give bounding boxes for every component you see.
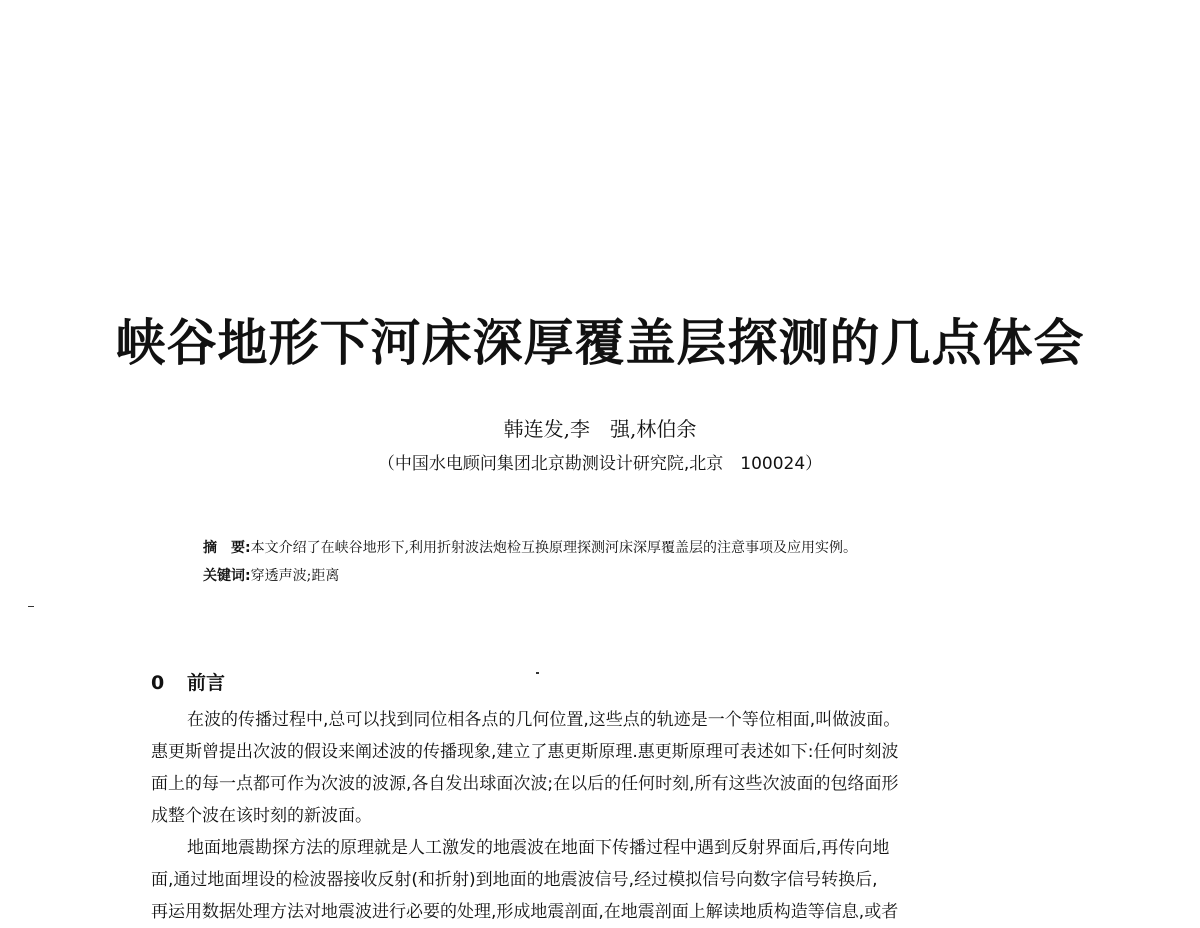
paragraph-line: 惠更斯曾提出次波的假设来阐述波的传播现象,建立了惠更斯原理.惠更斯原理可表述如下:任何时刻波 xyxy=(151,742,899,762)
section-heading-intro xyxy=(151,669,225,697)
abstract-text: 本文介绍了在峡谷地形下,利用折射波法炮检互换原理探测河床深厚覆盖层的注意事项及应用实例。 xyxy=(250,540,858,556)
abstract-label: 摘 要: xyxy=(203,540,251,556)
section-number: 0 xyxy=(151,672,165,694)
paragraph-line: 再运用数据处理方法对地震波进行必要的处理,形成地震剖面,在地震剖面上解读地质构造等信息,或者 xyxy=(151,902,899,922)
paragraph-line: 成整个波在该时刻的新波面。 xyxy=(151,806,372,826)
paragraph-line: 在波的传播过程中,总可以找到同位相各点的几何位置,这些点的轨迹是一个等位相面,叫做波面。 xyxy=(187,710,901,730)
keywords xyxy=(203,564,1083,588)
keywords-text: 穿透声波;距离 xyxy=(250,568,340,584)
scan-speck xyxy=(28,606,34,607)
paper-title: 峡谷地形下河床深厚覆盖层探测的几点体会 xyxy=(115,313,1085,372)
author-affiliation: （中国水电顾问集团北京勘测设计研究院,北京 100024） xyxy=(377,454,823,474)
paragraph-1 xyxy=(151,704,1086,832)
paragraph-2 xyxy=(151,832,1086,928)
paragraph-line: 面上的每一点都可作为次波的波源,各自发出球面次波;在以后的任何时刻,所有这些次波面的包络面形 xyxy=(151,774,899,794)
scan-speck xyxy=(536,672,539,674)
author-list: 韩连发,李 强,林伯余 xyxy=(503,417,697,441)
abstract xyxy=(203,536,1083,560)
keywords-label: 关键词: xyxy=(203,568,251,584)
paragraph-line: 面,通过地面埋设的检波器接收反射(和折射)到地面的地震波信号,经过模拟信号向数字信号转换后, xyxy=(151,870,878,890)
section-title: 前言 xyxy=(187,672,226,694)
paragraph-line: 地面地震勘探方法的原理就是人工激发的地震波在地面下传播过程中遇到反射界面后,再传向地 xyxy=(187,838,890,858)
